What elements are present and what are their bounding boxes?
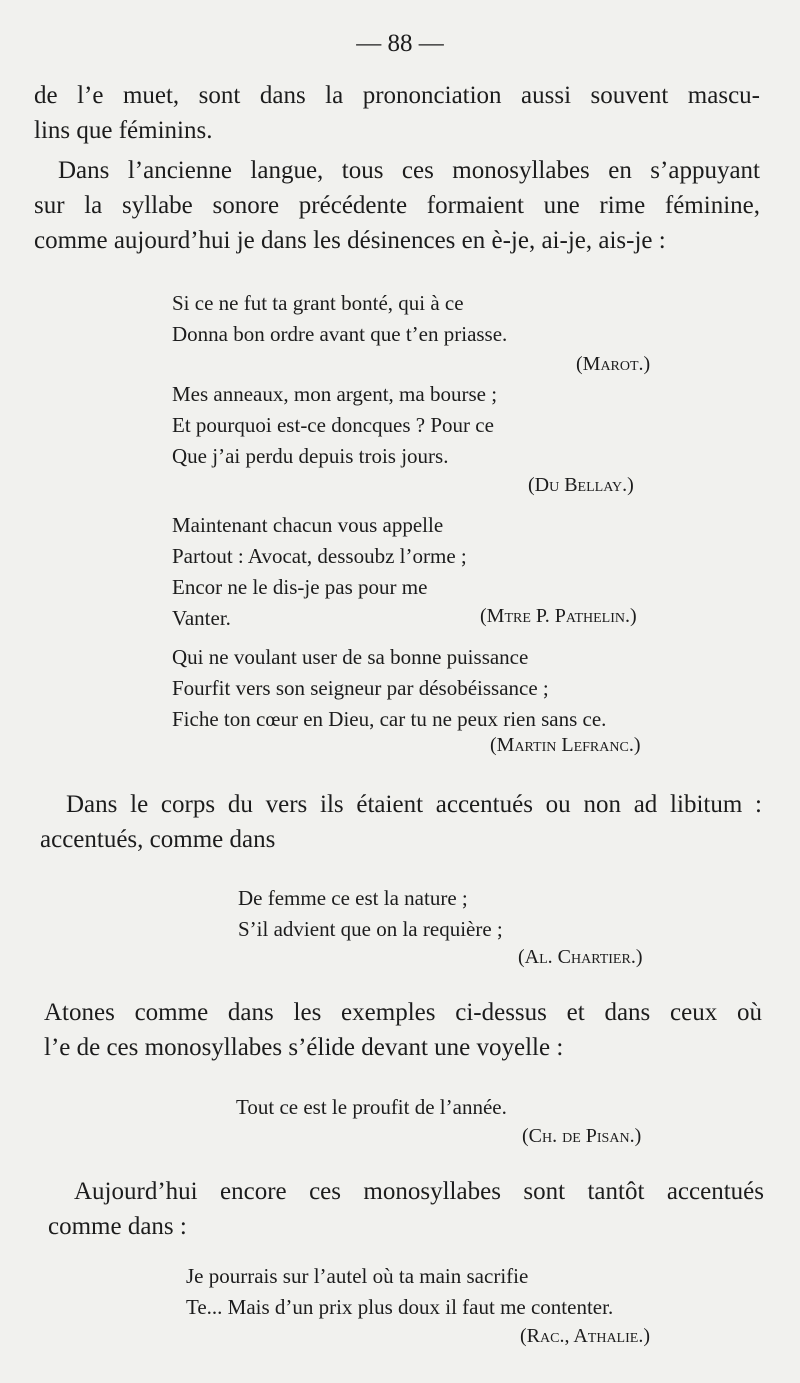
source-marot: (Marot.) xyxy=(576,353,651,375)
p5-line-2: comme dans : xyxy=(48,1213,187,1240)
quote-pathelin xyxy=(172,510,467,634)
quote-racine-verse-1: Je pourrais sur l’autel où ta main sacrifie xyxy=(186,1264,529,1288)
p4-line-1: Atones comme dans les exemples ci-dessus et dans ceux où xyxy=(44,999,762,1026)
source-racine: (Rac., Athalie.) xyxy=(520,1325,650,1347)
paragraph-4 xyxy=(44,995,762,1065)
p3-line-1: Dans le corps du vers ils étaient accentués ou non ad libitum : xyxy=(66,791,762,818)
source-pisan: (Ch. de Pisan.) xyxy=(522,1125,642,1147)
quote-marot-verse-2: Donna bon ordre avant que t’en priasse. xyxy=(172,322,508,346)
quote-du-bellay-verse-1: Mes anneaux, mon argent, ma bourse ; xyxy=(172,382,498,406)
quote-marot-verse-1: Si ce ne fut ta grant bonté, qui à ce xyxy=(172,291,464,315)
p5-line-1: Aujourd’hui encore ces monosyllabes sont tantôt accentués xyxy=(74,1178,764,1205)
page-number: — 88 — xyxy=(356,30,444,57)
quote-marot xyxy=(172,288,507,350)
quote-martin-lefranc-verse-1: Qui ne voulant user de sa bonne puissance xyxy=(172,645,529,669)
p2-line-1: Dans l’ancienne langue, tous ces monosyllabes en s’appuyant xyxy=(58,157,760,184)
p1-line-2: lins que féminins. xyxy=(34,117,213,144)
quote-pathelin-verse-1: Maintenant chacun vous appelle xyxy=(172,513,444,537)
source-martin-lefranc: (Martin Lefranc.) xyxy=(490,734,641,756)
quote-martin-lefranc-verse-3: Fiche ton cœur en Dieu, car tu ne peux rien sans ce. xyxy=(172,707,607,731)
p2-line-2: sur la syllabe sonore précédente formaient une rime féminine, xyxy=(34,192,760,219)
quote-chartier-verse-2: S’il advient que on la requière ; xyxy=(238,917,503,941)
p2-line-3: comme aujourd’hui je dans les désinences en è-je, ai-je, ais-je : xyxy=(34,227,666,254)
source-chartier: (Al. Chartier.) xyxy=(518,946,643,968)
quote-du-bellay-verse-2: Et pourquoi est-ce doncques ? Pour ce xyxy=(172,413,494,437)
quote-pathelin-verse-4: Vanter. xyxy=(172,606,231,630)
paragraph-3 xyxy=(40,787,762,857)
quote-pisan xyxy=(236,1092,507,1123)
quote-chartier xyxy=(238,883,503,945)
quote-martin-lefranc xyxy=(172,642,606,735)
quote-racine xyxy=(186,1261,613,1323)
quote-du-bellay-verse-3: Que j’ai perdu depuis trois jours. xyxy=(172,444,449,468)
source-pathelin: (Mtre P. Pathelin.) xyxy=(480,605,637,627)
source-du-bellay: (Du Bellay.) xyxy=(528,474,634,496)
p3-line-2: accentués, comme dans xyxy=(40,826,276,853)
quote-pisan-verse-1: Tout ce est le proufit de l’année. xyxy=(236,1095,507,1119)
quote-pathelin-verse-2: Partout : Avocat, dessoubz l’orme ; xyxy=(172,544,467,568)
quote-chartier-verse-1: De femme ce est la nature ; xyxy=(238,886,468,910)
p4-line-2: l’e de ces monosyllabes s’élide devant une voyelle : xyxy=(44,1034,564,1061)
quote-pathelin-verse-3: Encor ne le dis-je pas pour me xyxy=(172,575,428,599)
quote-racine-verse-2: Te... Mais d’un prix plus doux il faut me contenter. xyxy=(186,1295,614,1319)
quote-du-bellay xyxy=(172,379,497,472)
p1-line-1: de l’e muet, sont dans la prononciation aussi souvent mascu- xyxy=(34,82,760,109)
paragraph-5 xyxy=(48,1174,764,1244)
paragraph-2 xyxy=(34,153,760,258)
quote-martin-lefranc-verse-2: Fourfit vers son seigneur par désobéissance ; xyxy=(172,676,549,700)
paragraph-1 xyxy=(34,78,760,148)
